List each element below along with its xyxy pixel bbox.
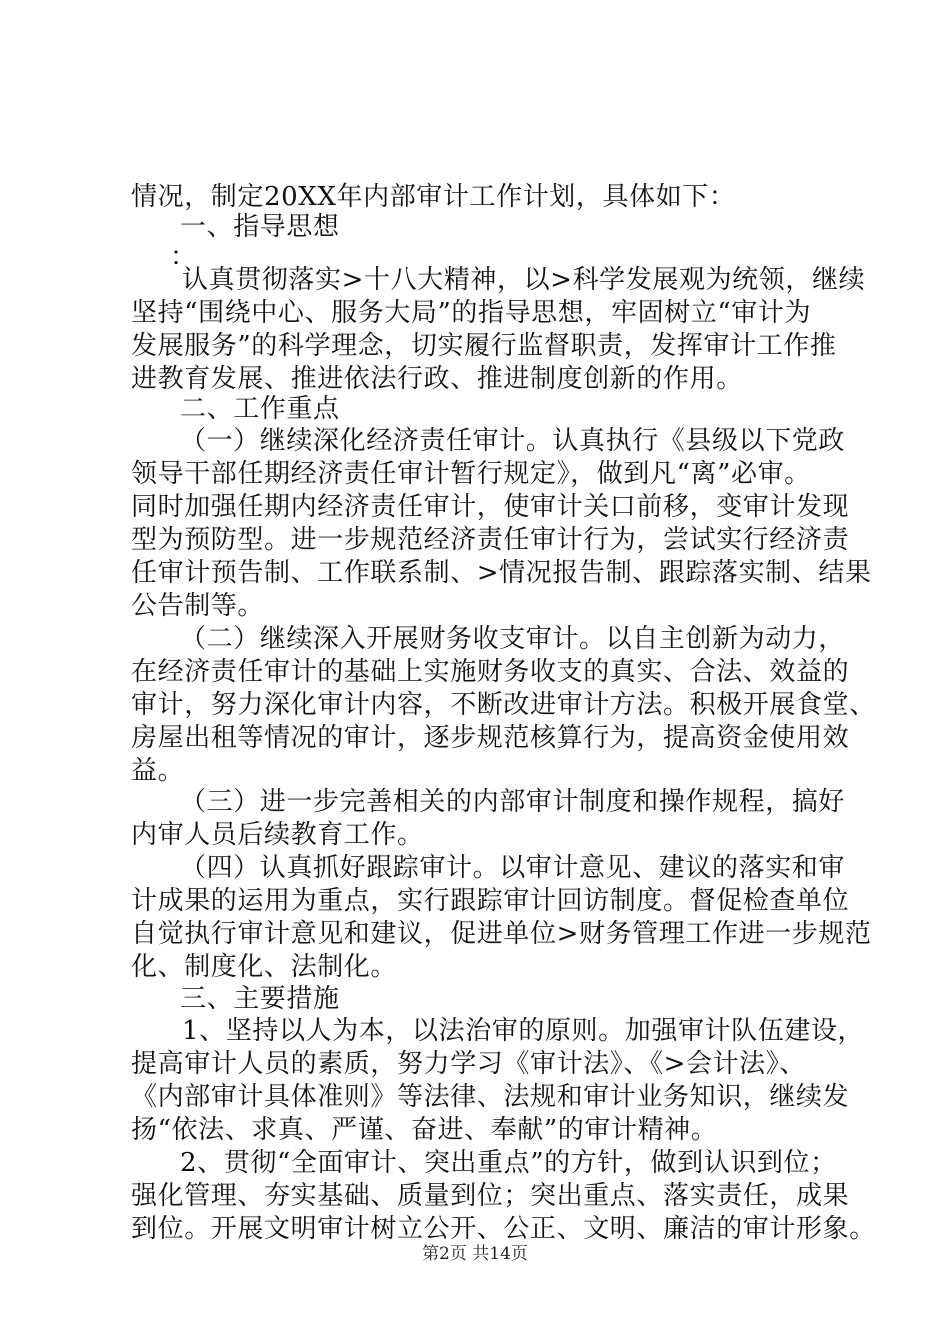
- page-footer: [0, 1243, 950, 1265]
- text-line-20: （三）进一步完善相关的内部审计制度和操作规程，搞好: [180, 787, 846, 817]
- text-line-23: 计成果的运用为重点，实行跟踪审计回访制度。督促检查单位: [131, 886, 850, 916]
- text-line-9: （一）继续深化经济责任审计。认真执行《县级以下党政: [180, 426, 846, 456]
- text-line-15: （二）继续深入开展财务收支审计。以自主创新为动力，: [180, 624, 846, 654]
- text-line-18: 房屋出租等情况的审计，逐步规范核算行为，提高资金使用效: [131, 723, 850, 753]
- text-line-13: 任审计预告制、工作联系制、>情况报告制、跟踪落实制、结果: [131, 558, 872, 588]
- text-line-12: 型为预防型。进一步规范经济责任审计行为，尝试实行经济责: [131, 525, 850, 555]
- text-line-colon: ：: [170, 242, 197, 272]
- text-line-28: 提高审计人员的素质，努力学习《审计法》、《>会计法》、: [131, 1049, 806, 1079]
- text-line-24: 自觉执行审计意见和建议，促进单位>财务管理工作进一步规范: [131, 919, 872, 949]
- text-line-19: 益。: [131, 756, 185, 786]
- text-line-22: （四）认真抓好跟踪审计。以审计意见、建议的落实和审: [180, 853, 846, 883]
- text-line-32: 强化管理、夯实基础、质量到位；突出重点、落实责任，成果: [131, 1181, 850, 1211]
- text-line-11: 同时加强任期内经济责任审计，使审计关口前移，变审计发现: [131, 492, 850, 522]
- text-line-17: 审计，努力深化审计内容，不断改进审计方法。积极开展食堂、: [131, 690, 876, 720]
- text-line-33: 到位。开展文明审计树立公开、公正、文明、廉洁的审计形象。: [131, 1214, 876, 1244]
- text-line-31: 2、贯彻“全面审计、突出重点”的方针，做到认识到位；: [180, 1148, 837, 1178]
- text-line-10: 领导干部任期经济责任审计暂行规定》，做到凡“离”必审。: [131, 459, 811, 489]
- text-line-25: 化、制度化、法制化。: [131, 952, 398, 982]
- text-line-1: 情况，制定20XX年内部审计工作计划，具体如下：: [131, 182, 736, 212]
- section-heading-2: 二、工作重点: [180, 394, 340, 424]
- text-line-16: 在经济责任审计的基础上实施财务收支的真实、合法、效益的: [131, 657, 850, 687]
- text-line-6: 发展服务”的科学理念，切实履行监督职责，发挥审计工作推: [131, 331, 837, 361]
- section-heading-3: 三、主要措施: [180, 984, 340, 1014]
- text-line-21: 内审人员后续教育工作。: [131, 820, 424, 850]
- text-line-7: 进教育发展、推进依法行政、推进制度创新的作用。: [131, 364, 743, 394]
- text-line-29: 《内部审计具体准则》等法律、法规和审计业务知识，继续发: [131, 1082, 850, 1112]
- page-number-label: 第2页 共14页: [422, 1244, 528, 1264]
- text-line-4: 认真贯彻落实>十八大精神，以>科学发展观为统领，继续: [182, 265, 866, 295]
- text-line-5: 坚持“围绕中心、服务大局”的指导思想，牢固树立“审计为: [131, 298, 812, 328]
- text-line-14: 公告制等。: [131, 591, 265, 621]
- text-line-27: 1、坚持以人为本，以法治审的原则。加强审计队伍建设，: [182, 1016, 865, 1046]
- text-line-30: 扬“依法、求真、严谨、奋进、奉献”的审计精神。: [131, 1115, 718, 1145]
- section-heading-1: 一、指导思想: [180, 212, 340, 242]
